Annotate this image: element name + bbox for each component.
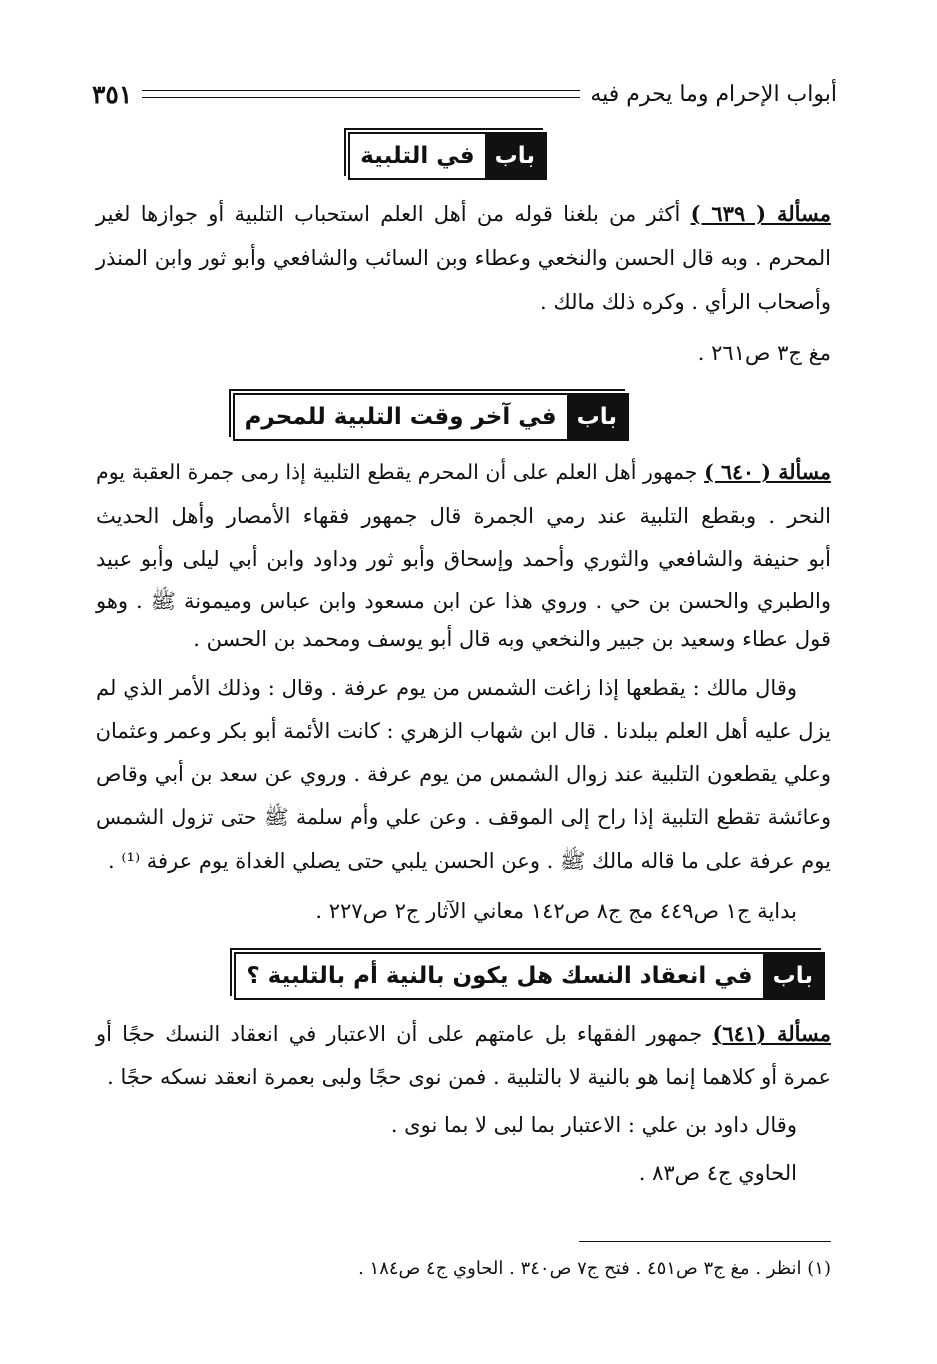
text-line: مسألة ( ٦٤٠ ) جمهور أهل العلم على أن المحرم يقطع التلبية إذا رمى جمرة العقبة يوم (96, 460, 831, 484)
section-heading-last-time (233, 393, 629, 441)
bab-title: في آخر وقت التلبية للمحرم (244, 404, 557, 430)
reference-line: الحاوي ج٤ ص٨٣ . (638, 1161, 797, 1185)
text-line: وعلي يقطعون التلبية عند زوال الشمس من يوم عرفة . وروي عن سعد بن أبي وقاص (96, 762, 831, 786)
running-head-title: أبواب الإحرام وما يحرم فيه (590, 81, 837, 107)
text-line: النحر . وبقطع التلبية عند رمي الجمرة قال جمهور فقهاء الأمصار وأهل الحديث (96, 504, 831, 528)
reference-line: مغ ج٣ ص٢٦١ . (697, 341, 831, 365)
section-heading-intention (234, 952, 825, 1000)
text-line: مسألة ( ٦٣٩ ) أكثر من بلغنا قوله من أهل العلم استحباب التلبية أو جوازها لغير (96, 201, 831, 226)
running-head (92, 74, 837, 114)
text-line: وقال داود بن علي : الاعتبار بما لبى لا بما نوى . (390, 1113, 797, 1137)
text-line: يوم عرفة على ما قاله مالك ﷺ . وعن الحسن يلبي حتى يصلي الغداة يوم عرفة ⁽¹⁾ . (108, 849, 831, 873)
bab-title: في انعقاد النسك هل يكون بالنية أم بالتلبية ؟ (246, 963, 753, 989)
page-number: ٣٥١ (92, 79, 133, 109)
text-line: والطبري والحسن بن حي . وروي هذا عن ابن مسعود وابن عباس وميمونة ﷺ . وهو (96, 589, 831, 613)
text-line: يزل عليه أهل العلم ببلدنا . قال ابن شهاب الزهري : كانت الأئمة أبو بكر وعمر وعثمان (95, 719, 831, 743)
text-line: وعائشة تقطع التلبية إذا راح إلى الموقف . وعن علي وأم سلمة ﷺ حتى تزول الشمس (96, 805, 831, 829)
bab-label: باب (763, 954, 823, 998)
bab-label: باب (567, 395, 627, 439)
bab-label: باب (485, 134, 545, 178)
reference-line: بداية ج١ ص٤٤٩ مج ج٨ ص١٤٢ معاني الآثار ج٢ ص٢٢٧ . (315, 899, 797, 923)
footnote: (١) انظر . مغ ج٣ ص٤٥١ . فتح ج٧ ص٣٤٠ . الحاوي ج٤ ص١٨٤ . (358, 1258, 831, 1279)
text-line: قول عطاء وسعيد بن جبير والنخعي وبه قال أبو يوسف ومحمد بن الحسن . (193, 627, 831, 651)
text-line: وقال مالك : يقطعها إذا زاغت الشمس من يوم عرفة . وقال : وذلك الأمر الذي لم (96, 676, 797, 700)
text-line: أبو حنيفة والشافعي والثوري وأحمد وإسحاق وأبو ثور وداود وابن أبي ليلى وأبو عبيد (96, 547, 831, 571)
text-line: وأصحاب الرأي . وكره ذلك مالك . (540, 290, 831, 314)
text-line: مسألة (٦٤١) جمهور الفقهاء بل عامتهم على أن الاعتبار في انعقاد النسك حجًا أو (96, 1021, 831, 1046)
running-head-rule (142, 90, 580, 98)
text-line: المحرم . وبه قال الحسن والنخعي وعطاء وبن السائب والشافعي وأبو ثور وابن المنذر (96, 246, 831, 270)
footnote-rule (579, 1241, 831, 1242)
masala-number: مسألة ( ٦٣٩ ) (690, 201, 831, 226)
bab-title: في التلبية (360, 143, 475, 169)
masala-number: مسألة (٦٤١) (712, 1021, 831, 1046)
masala-number: مسألة ( ٦٤٠ ) (704, 460, 831, 484)
text-line: عمرة أو كلاهما إنما هو بالنية لا بالتلبية . فمن نوى حجًا ولبى بعمرة انعقد نسكه حجًا . (107, 1065, 831, 1089)
section-heading-talbiya (348, 132, 547, 180)
